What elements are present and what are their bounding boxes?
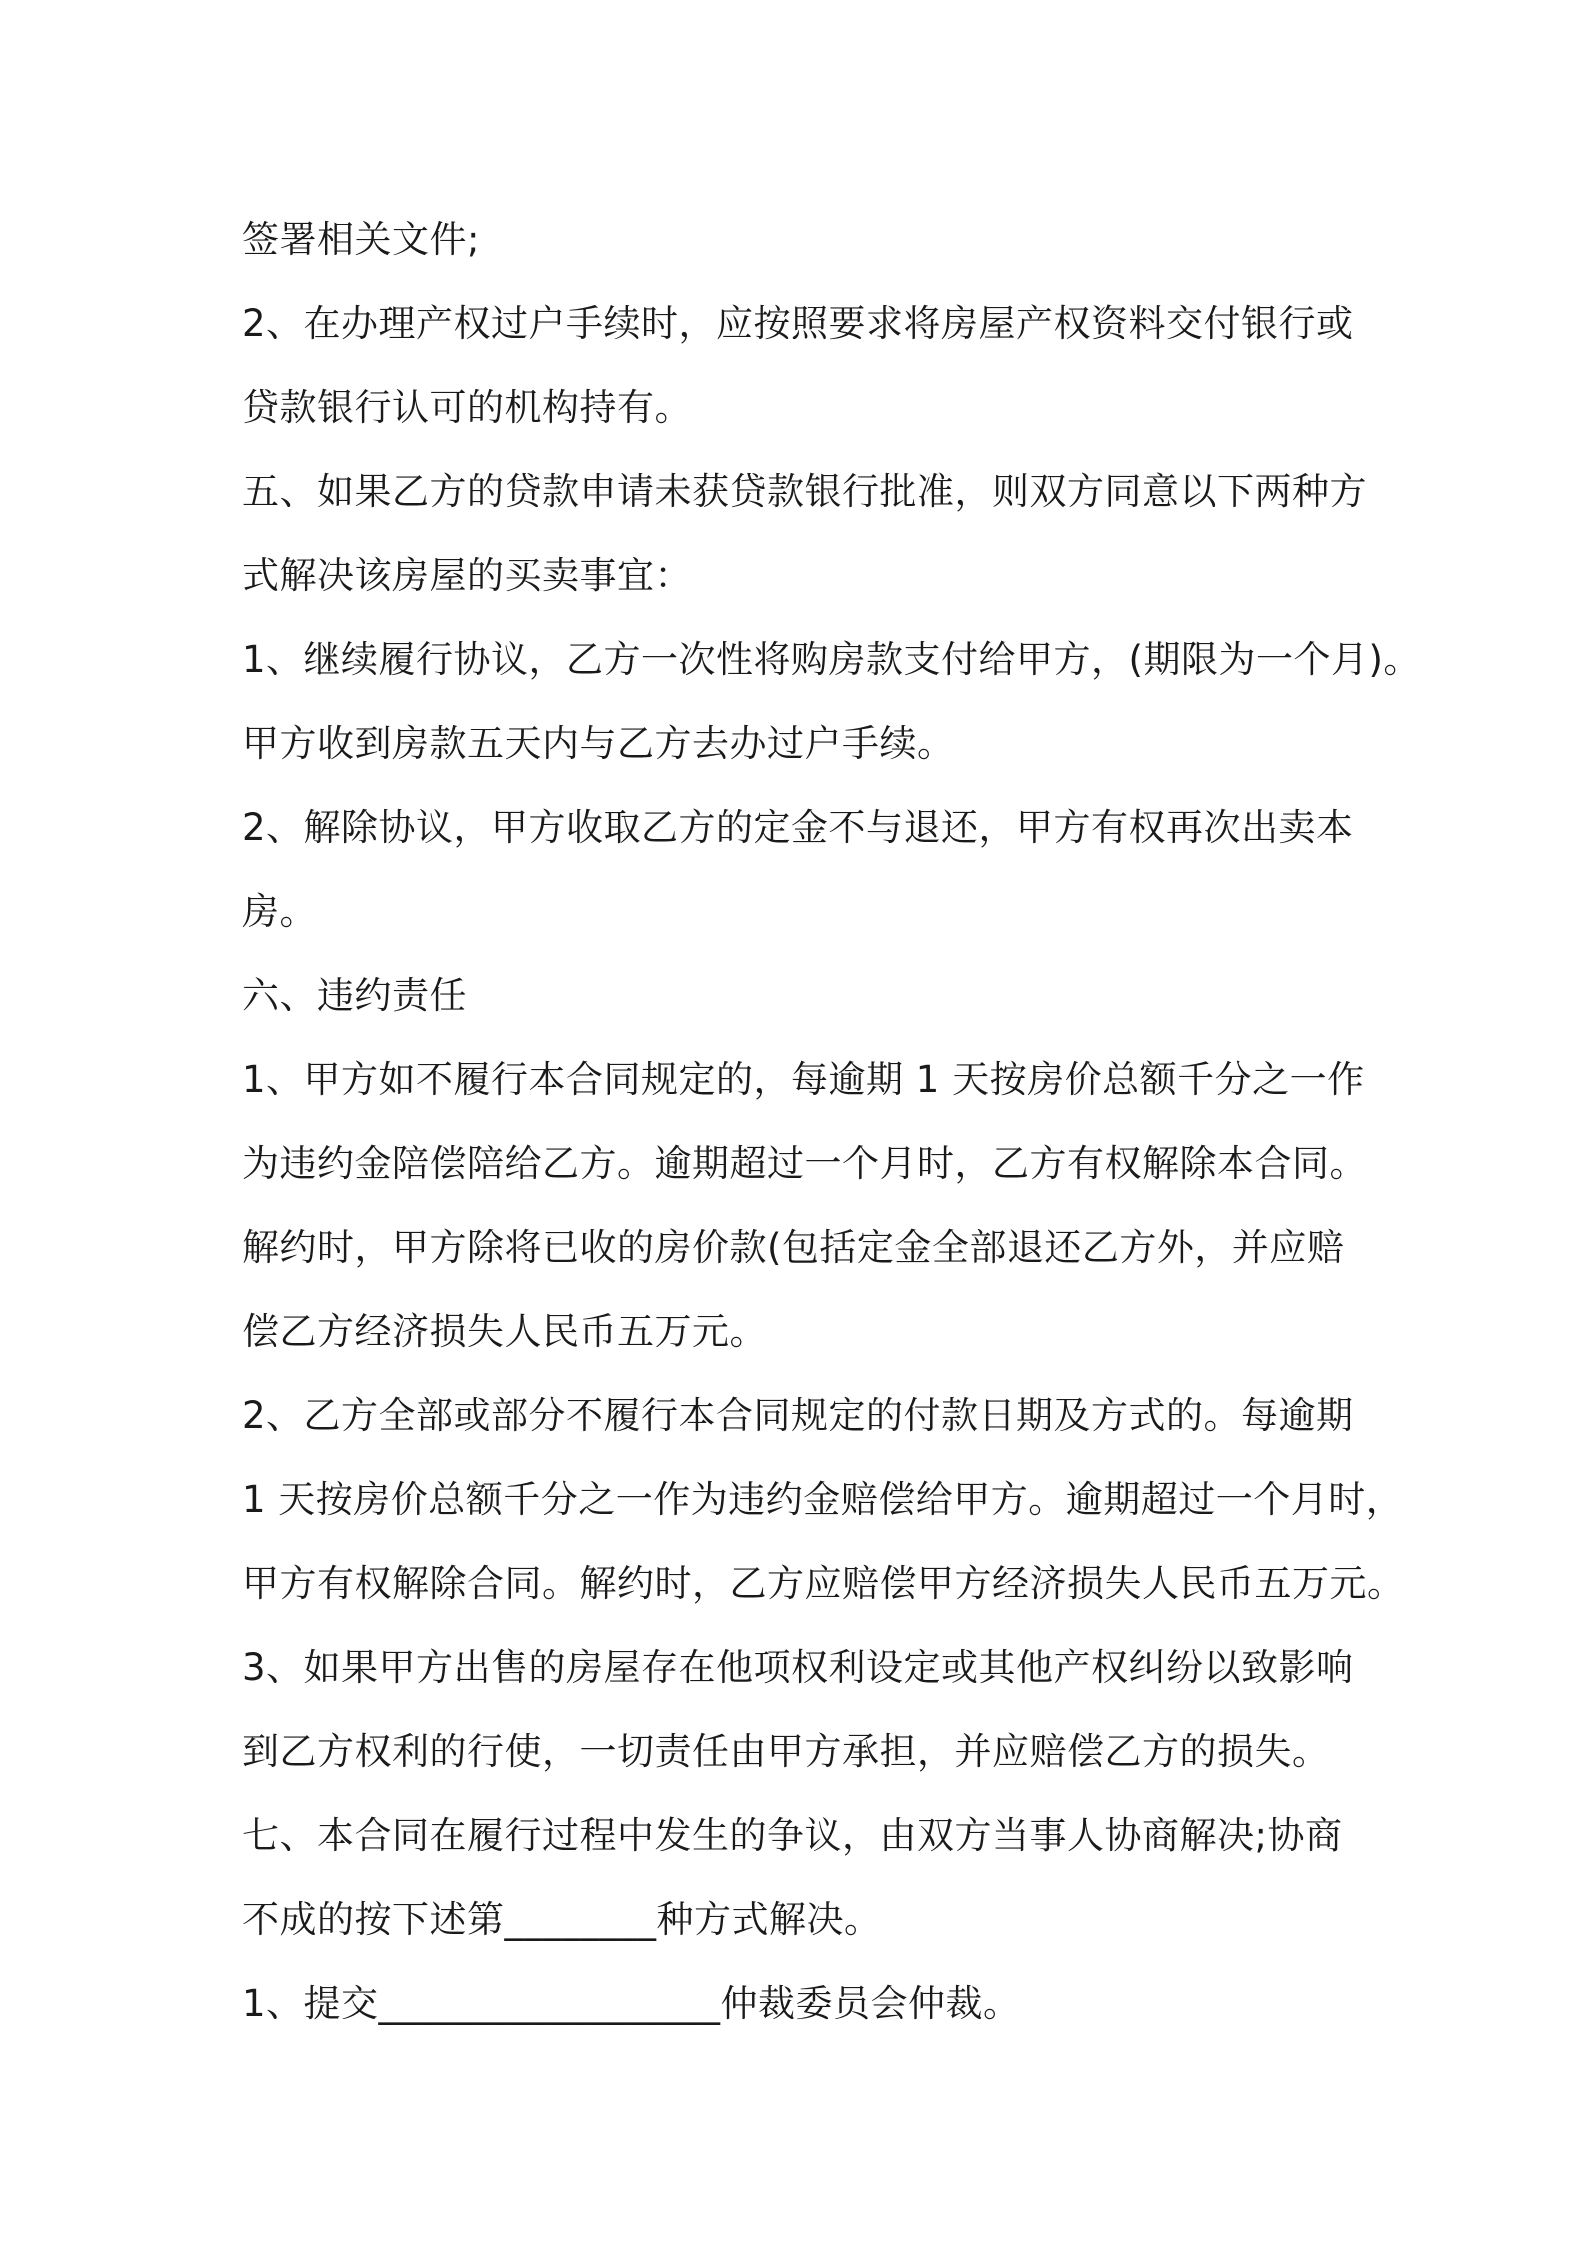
text-line: 解约时，甲方除将已收的房价款(包括定金全部退还乙方外，并应赔 xyxy=(242,1226,1345,1269)
document-body xyxy=(242,198,1421,2046)
text-line: 1 天按房价总额千分之一作为违约金赔偿给甲方。逾期超过一个月时， xyxy=(242,1478,1404,1521)
text-line: 为违约金陪偿陪给乙方。逾期超过一个月时，乙方有权解除本合同。 xyxy=(242,1142,1367,1185)
text-line: 房。 xyxy=(242,890,317,933)
text-line: 五、如果乙方的贷款申请未获贷款银行批准，则双方同意以下两种方 xyxy=(242,470,1367,513)
text-line: 甲方有权解除合同。解约时，乙方应赔偿甲方经济损失人民币五万元。 xyxy=(242,1562,1405,1605)
text-line: 2、乙方全部或部分不履行本合同规定的付款日期及方式的。每逾期 xyxy=(242,1394,1354,1437)
text-line: 七、本合同在履行过程中发生的争议，由双方当事人协商解决;协商 xyxy=(242,1814,1343,1857)
section-heading: 六、违约责任 xyxy=(242,974,467,1017)
text-line: 甲方收到房款五天内与乙方去办过户手续。 xyxy=(242,722,955,765)
text-line: 式解决该房屋的买卖事宜： xyxy=(242,554,692,597)
text-line: 偿乙方经济损失人民币五万元。 xyxy=(242,1310,767,1353)
text-line: 不成的按下述第________种方式解决。 xyxy=(242,1898,882,1941)
text-line: 到乙方权利的行使，一切责任由甲方承担，并应赔偿乙方的损失。 xyxy=(242,1730,1330,1773)
text-line: 1、甲方如不履行本合同规定的，每逾期 1 天按房价总额千分之一作 xyxy=(242,1058,1365,1101)
text-line: 2、解除协议，甲方收取乙方的定金不与退还，甲方有权再次出卖本 xyxy=(242,806,1354,849)
text-line: 1、提交__________________仲裁委员会仲裁。 xyxy=(242,1982,1021,2025)
text-line: 2、在办理产权过户手续时，应按照要求将房屋产权资料交付银行或 xyxy=(242,302,1354,345)
text-line: 1、继续履行协议，乙方一次性将购房款支付给甲方，(期限为一个月)。 xyxy=(242,638,1421,681)
text-line: 签署相关文件; xyxy=(242,218,480,261)
text-line: 3、如果甲方出售的房屋存在他项权利设定或其他产权纠纷以致影响 xyxy=(242,1646,1354,1689)
text-line: 贷款银行认可的机构持有。 xyxy=(242,386,692,429)
